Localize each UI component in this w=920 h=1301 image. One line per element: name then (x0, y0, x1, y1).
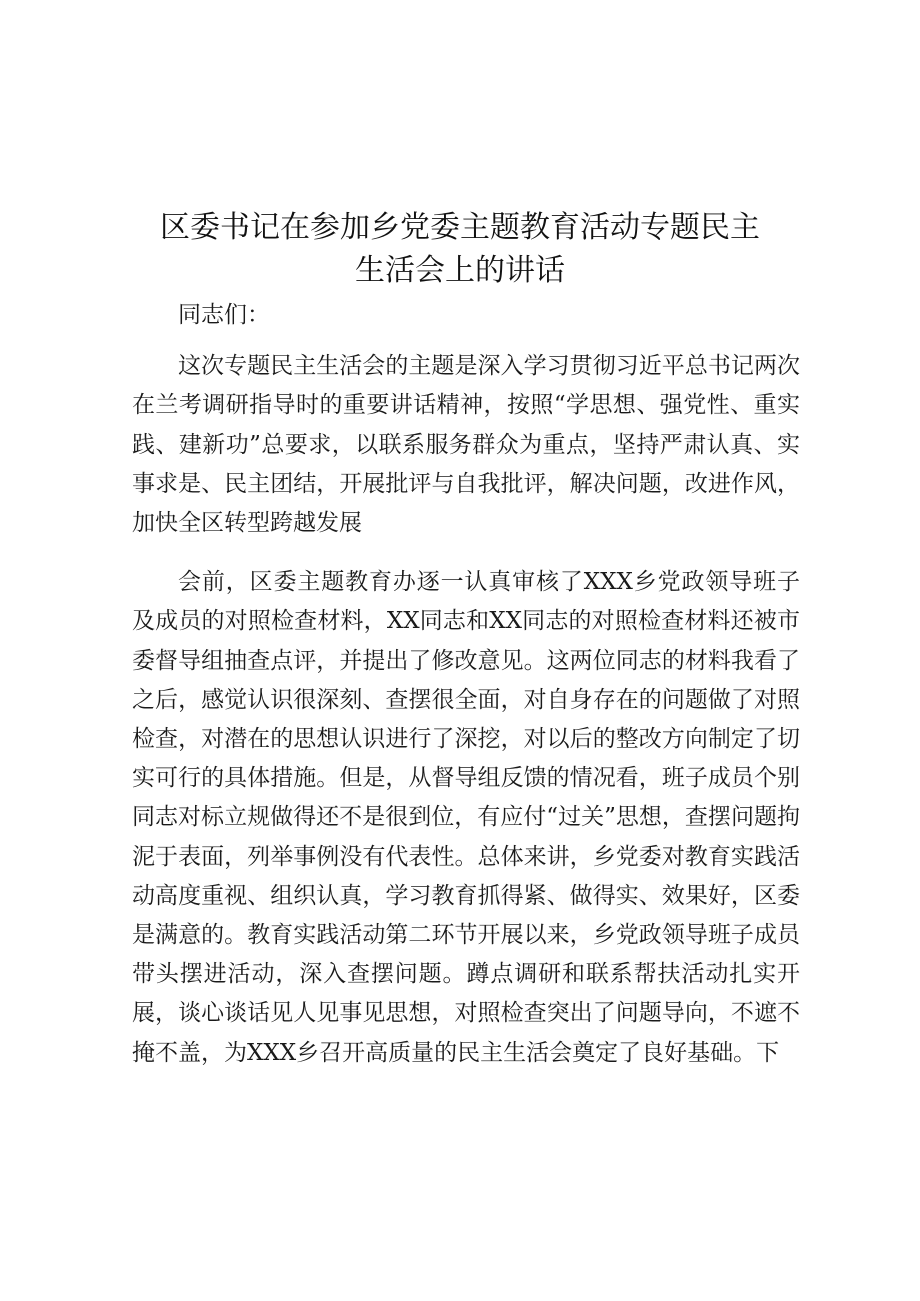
paragraph-2: 会前，区委主题教育办逐一认真审核了XXX乡党政领导班子及成员的对照检查材料，XX同志和XX同志的对照检查材料还被市委督导组抽查点评，并提出了修改意见。这两位同志的材料我看了之后，感觉认识很深刻、查摆很全面，对自身存在的问题做了对照检查，对潜在的思想认识进行了深挖，对以后的整改方向制定了切实可行的具体措施。但是，从督导组反馈的情况看，班子成员个别同志对标立规做得还不是很到位，有应付“过关”思想，查摆问题拘泥于表面，列举事例没有代表性。总体来讲，乡党委对教育实践活动高度重视、组织认真，学习教育抓得紧、做得实、效果好，区委是满意的。教育实践活动第二环节开展以来，乡党政领导班子成员带头摆进活动，深入查摆问题。蹲点调研和联系帮扶活动扎实开展，谈心谈话见人见事见思想，对照检查突出了问题导向，不遮不掩不盖，为XXX乡召开高质量的民主生活会奠定了良好基础。下 (132, 569, 800, 1066)
title-line-2: 生活会上的讲话 (355, 253, 565, 288)
document-title (120, 206, 800, 292)
document-body (132, 296, 800, 1073)
title-line-1: 区委书记在参加乡党委主题教育活动专题民主 (160, 210, 760, 245)
salutation: 同志们： (178, 302, 270, 328)
paragraph-1: 这次专题民主生活会的主题是深入学习贯彻习近平总书记两次在兰考调研指导时的重要讲话精神，按照“学思想、强党性、重实践、建新功”总要求，以联系服务群众为重点，坚持严肃认真、实事求是、民主团结，开展批评与自我批评，解决问题，改进作风，加快全区转型跨越发展 (132, 353, 800, 537)
